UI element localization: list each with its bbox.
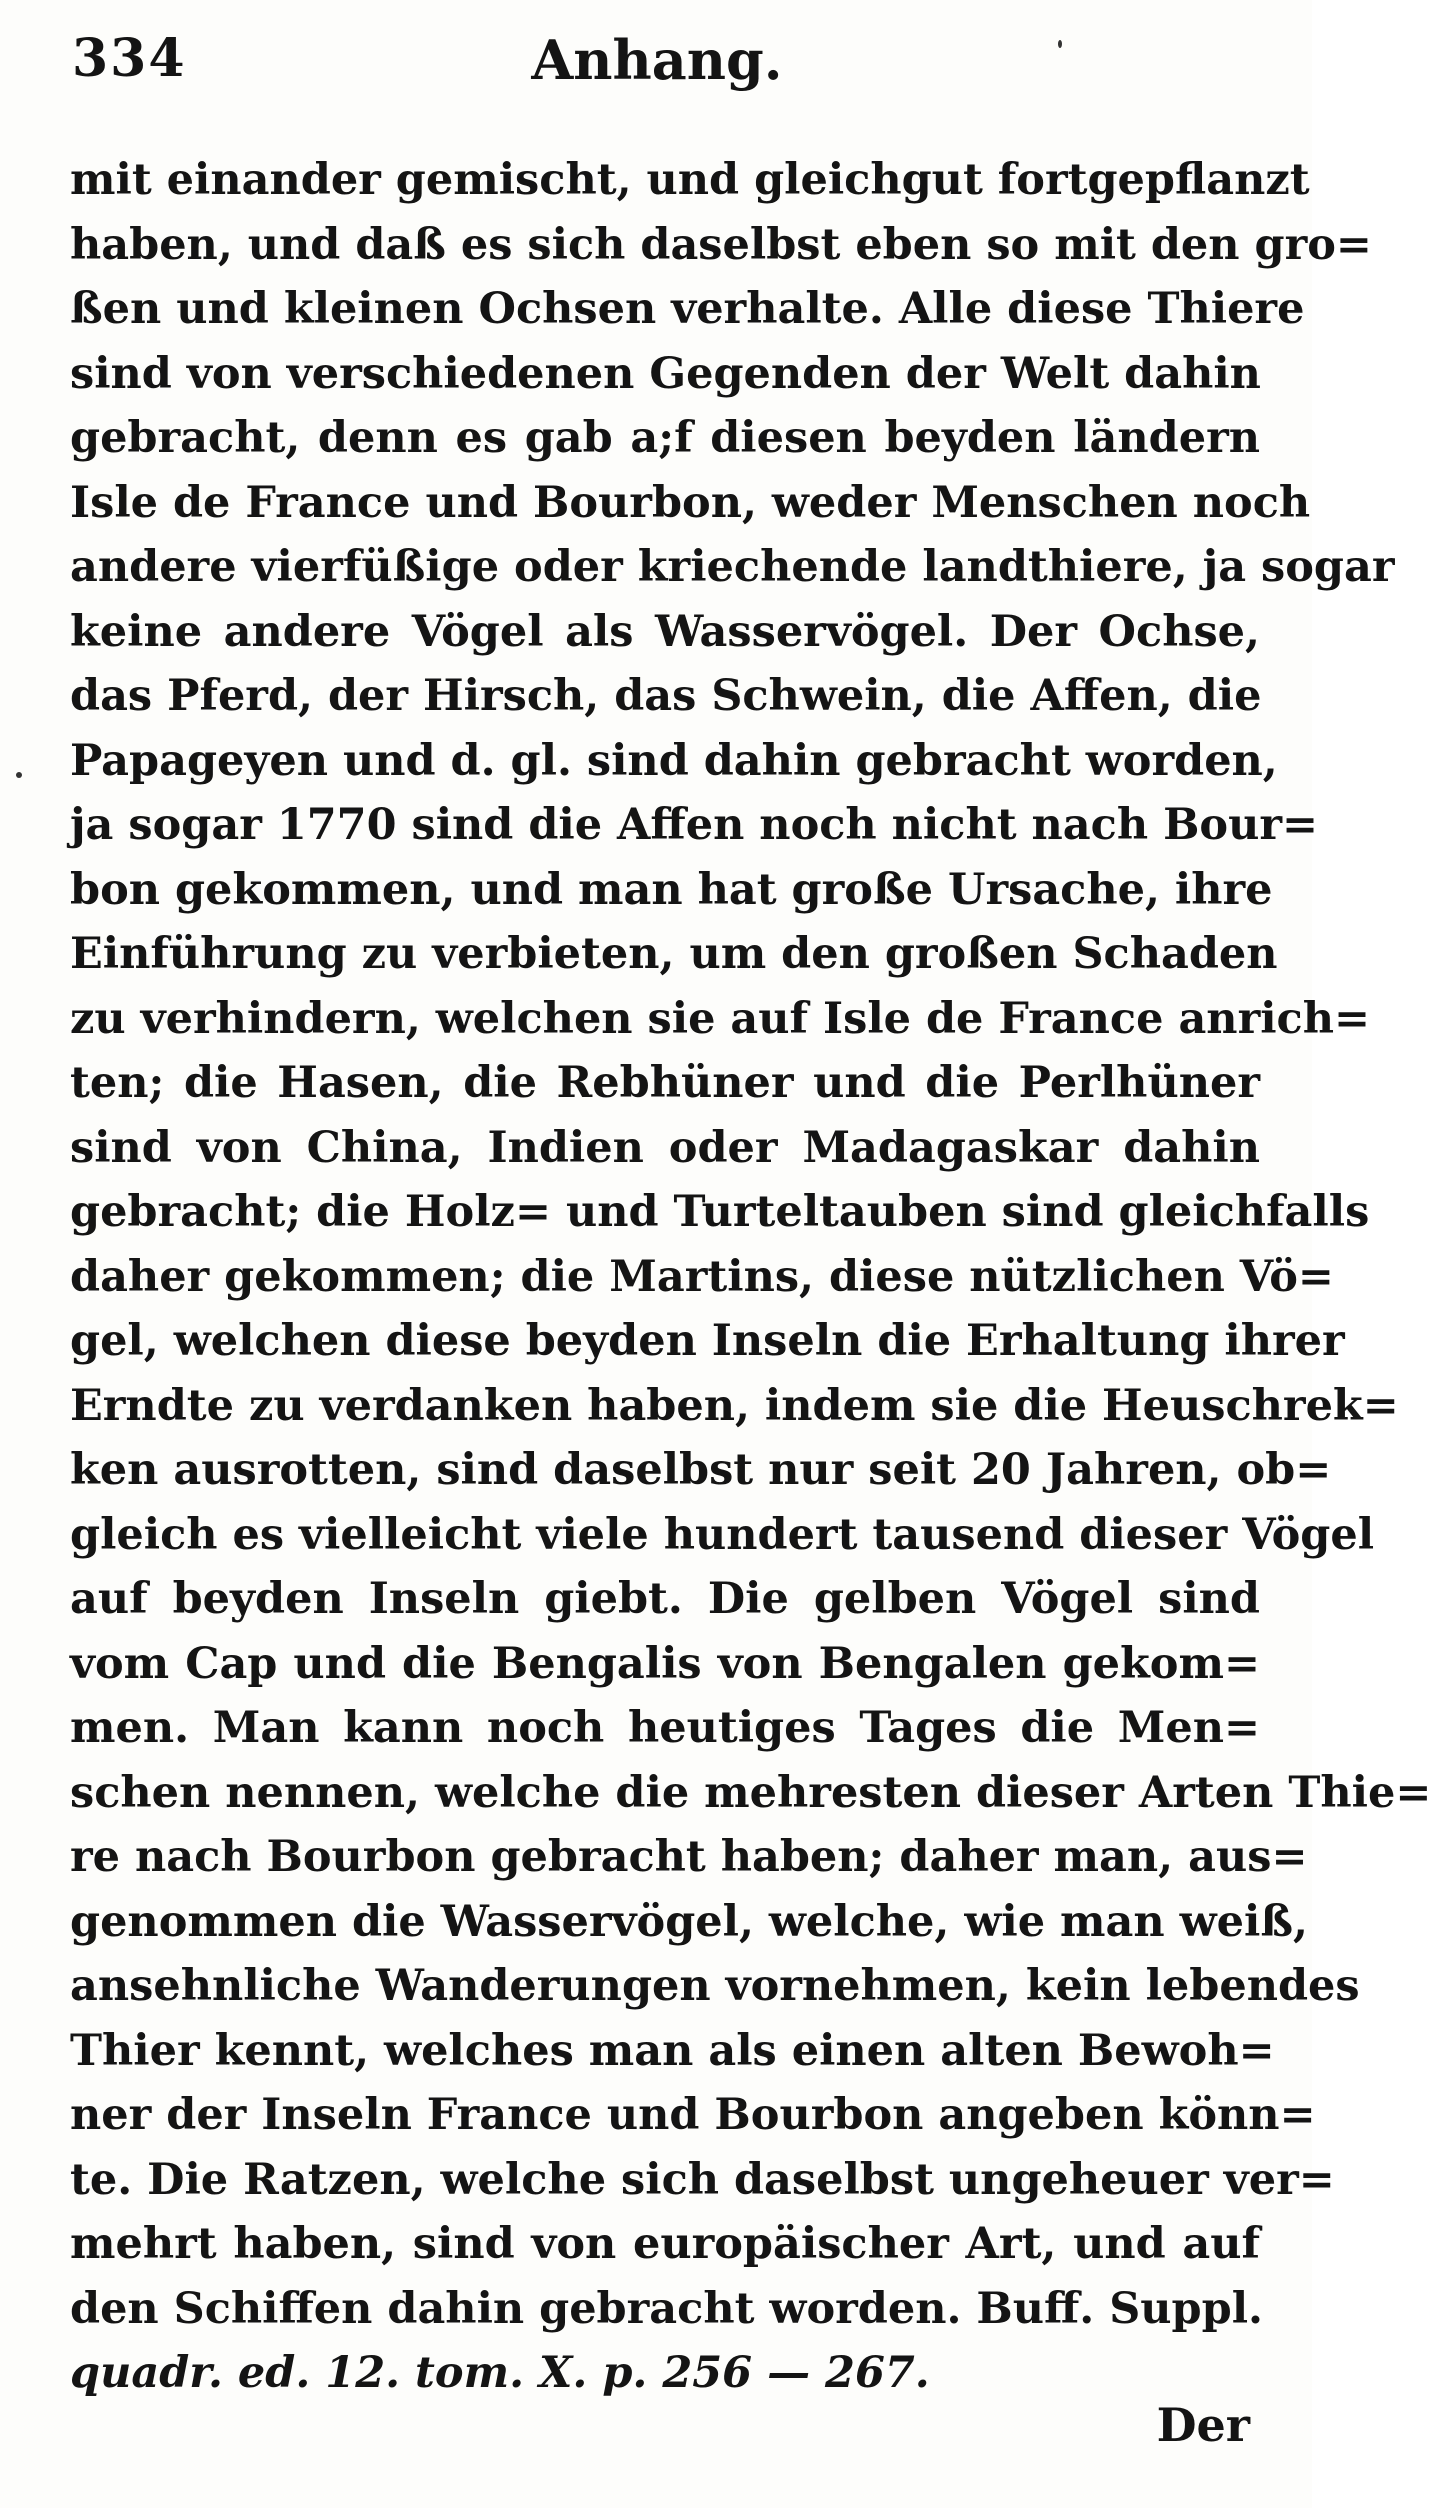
text-line: keine andere Vögel als Wasservögel. Der Ochse, bbox=[70, 606, 1260, 657]
text-line: mehrt haben, sind von europäischer Art, und auf bbox=[70, 2219, 1260, 2269]
page-number: 334 bbox=[72, 28, 187, 89]
text-line: gebracht; die Holz= und Turteltauben sind gleichfalls bbox=[70, 1187, 1370, 1237]
print-speck bbox=[1058, 40, 1062, 48]
text-line: gebracht, denn es gab a;f diesen beyden ländern bbox=[70, 413, 1260, 463]
page-header bbox=[62, 28, 1252, 108]
text-line: men. Man kann noch heutiges Tages die Men= bbox=[70, 1703, 1260, 1753]
text-line: mit einander gemischt, und gleichgut fortgepflanzt bbox=[70, 155, 1310, 205]
text-line: auf beyden Inseln giebt. Die gelben Vögel sind bbox=[70, 1574, 1260, 1624]
text-line: Papageyen und d. gl. sind dahin gebracht worden, bbox=[70, 735, 1278, 786]
text-line: zu verhindern, welchen sie auf Isle de France anrich= bbox=[70, 993, 1371, 1044]
text-line: te. Die Ratzen, welche sich daselbst ungeheuer ver= bbox=[70, 2154, 1335, 2205]
text-line: bon gekommen, und man hat große Ursache, ihre bbox=[70, 864, 1273, 915]
text-line: ten; die Hasen, die Rebhüner und die Perlhüner bbox=[70, 1058, 1260, 1108]
text-line: schen nennen, welche die mehresten dieser Arten Thie= bbox=[70, 1767, 1431, 1818]
text-line: Thier kennt, welches man als einen alten Bewoh= bbox=[70, 2025, 1275, 2076]
text-line: gel, welchen diese beyden Inseln die Erhaltung ihrer bbox=[70, 1316, 1345, 1366]
text-line: das Pferd, der Hirsch, das Schwein, die Affen, die bbox=[70, 671, 1262, 721]
citation-line: quadr. ed. 12. tom. X. p. 256 — 267. bbox=[70, 2348, 930, 2398]
text-line: daher gekommen; die Martins, diese nützlichen Vö= bbox=[70, 1251, 1334, 1302]
text-line: Erndte zu verdanken haben, indem sie die Heuschrek= bbox=[70, 1380, 1399, 1431]
text-line: re nach Bourbon gebracht haben; daher man, aus= bbox=[70, 1832, 1308, 1882]
text-line: Isle de France und Bourbon, weder Menschen noch bbox=[70, 477, 1311, 528]
text-line: gleich es vielleicht viele hundert tausend dieser Vögel bbox=[70, 1509, 1375, 1560]
text-line: ja sogar 1770 sind die Affen noch nicht nach Bour= bbox=[70, 800, 1319, 850]
text-line: haben, und daß es sich daselbst eben so mit den gro= bbox=[70, 219, 1372, 270]
catchword: Der bbox=[1156, 2398, 1250, 2452]
text-line: vom Cap und die Bengalis von Bengalen gekom= bbox=[70, 1638, 1260, 1689]
text-line: sind von verschiedenen Gegenden der Welt dahin bbox=[70, 348, 1261, 399]
running-head: Anhang. bbox=[531, 28, 783, 92]
text-line: den Schiffen dahin gebracht worden. Buff. Suppl. bbox=[70, 2283, 1263, 2334]
text-line: ken ausrotten, sind daselbst nur seit 20 Jahren, ob= bbox=[70, 1445, 1332, 1495]
print-speck bbox=[16, 772, 22, 778]
text-line: genommen die Wasservögel, welche, wie man weiß, bbox=[70, 1896, 1308, 1947]
body-text bbox=[70, 148, 1431, 2406]
text-line: ßen und kleinen Ochsen verhalte. Alle diese Thiere bbox=[70, 284, 1305, 334]
text-line: ansehnliche Wanderungen vornehmen, kein lebendes bbox=[70, 1961, 1360, 2011]
text-line: andere vierfüßige oder kriechende landthiere, ja sogar bbox=[70, 542, 1395, 592]
text-line: ner der Inseln France und Bourbon angeben könn= bbox=[70, 2090, 1316, 2140]
text-line: Einführung zu verbieten, um den großen Schaden bbox=[70, 929, 1278, 979]
text-line: sind von China, Indien oder Madagaskar dahin bbox=[70, 1122, 1260, 1173]
